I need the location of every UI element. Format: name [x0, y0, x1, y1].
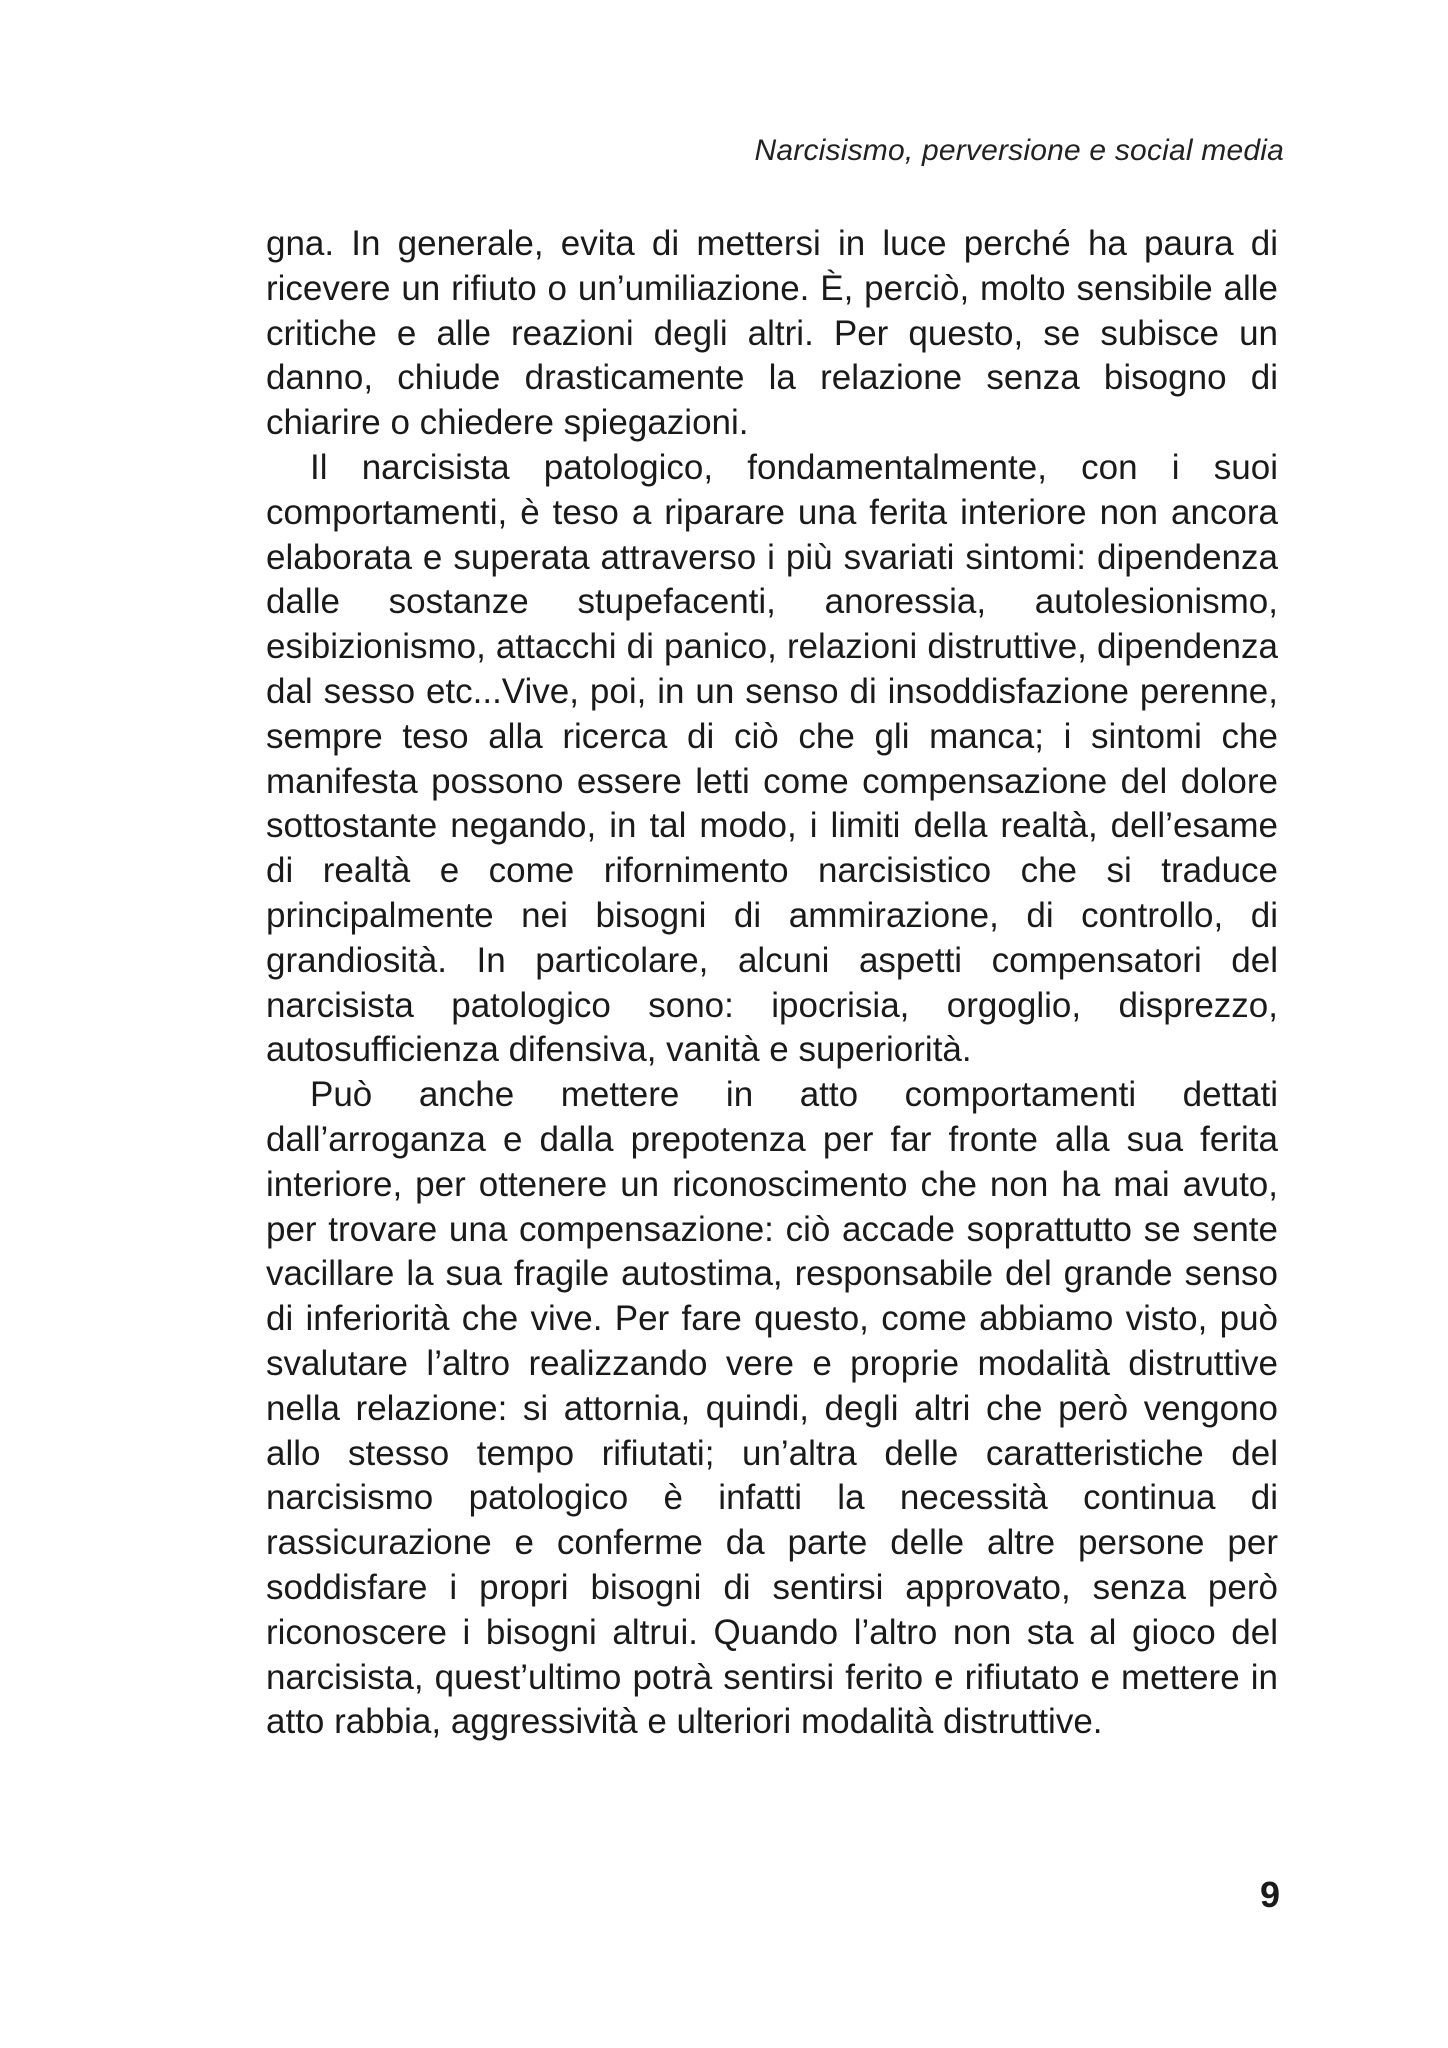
running-header: Narcisismo, perversione e social media [754, 134, 1284, 167]
paragraph-comportamenti: Può anche mettere in atto comportamenti dettati dall’arroganza e dalla prepotenza per far fronte alla sua ferita interiore, per ottenere un riconoscimento che non ha mai avuto, per trovare una compensazione: ciò accade soprattutto se sente vacillare la sua fragile autostima, responsabile del grande senso di inferiorità che vive. Per fare questo, come abbiamo visto, può svalutare l’altro realizzando vere e proprie modalità distruttive nella relazione: si attornia, quindi, degli altri che però vengono allo stesso tempo rifiutati; un’altra delle caratteristiche del narcisismo patologico è infatti la necessità continua di rassicurazione e conferme da parte delle altre persone per soddisfare i propri bisogni di sentirsi approvato, senza però riconoscere i bisogni altrui. Quando l’altro non sta al gioco del narcisista, quest’ultimo potrà sentirsi ferito e rifiutato e mettere in atto rabbia, aggressività e ulteriori modalità distruttive. [266, 1075, 1278, 1742]
page-number: 9 [1259, 1874, 1280, 1915]
paragraph-continuation: gna. In generale, evita di mettersi in luce perché ha paura di ricevere un rifiuto o un’umiliazione. È, perciò, molto sensibile alle critiche e alle reazioni degli altri. Per questo, se subisce un danno, chiude drasticamente la relazione senza bisogno di chiarire o chiedere spiegazioni. [266, 224, 1278, 443]
body-text [266, 222, 1278, 1745]
paragraph-narcisista-patologico: Il narcisista patologico, fondamentalmente, con i suoi comportamenti, è teso a riparare una ferita interiore non ancora elaborata e superata attraverso i più svariati sintomi: dipendenza dalle sostanze stupefacenti, anoressia, autolesionismo, esibizionismo, attacchi di panico, relazioni distruttive, dipendenza dal sesso etc...Vive, poi, in un senso di insoddisfazione perenne, sempre teso alla ricerca di ciò che gli manca; i sintomi che manifesta possono essere letti come compensazione del dolore sottostante negando, in tal modo, i limiti della realtà, dell’esame di realtà e come rifornimento narcisistico che si traduce principalmente nei bisogni di ammirazione, di controllo, di grandiosità. In particolare, alcuni aspetti compensatori del narcisista patologico sono: ipocrisia, orgoglio, disprezzo, autosufficienza difensiva, vanità e superiorità. [266, 447, 1278, 1070]
